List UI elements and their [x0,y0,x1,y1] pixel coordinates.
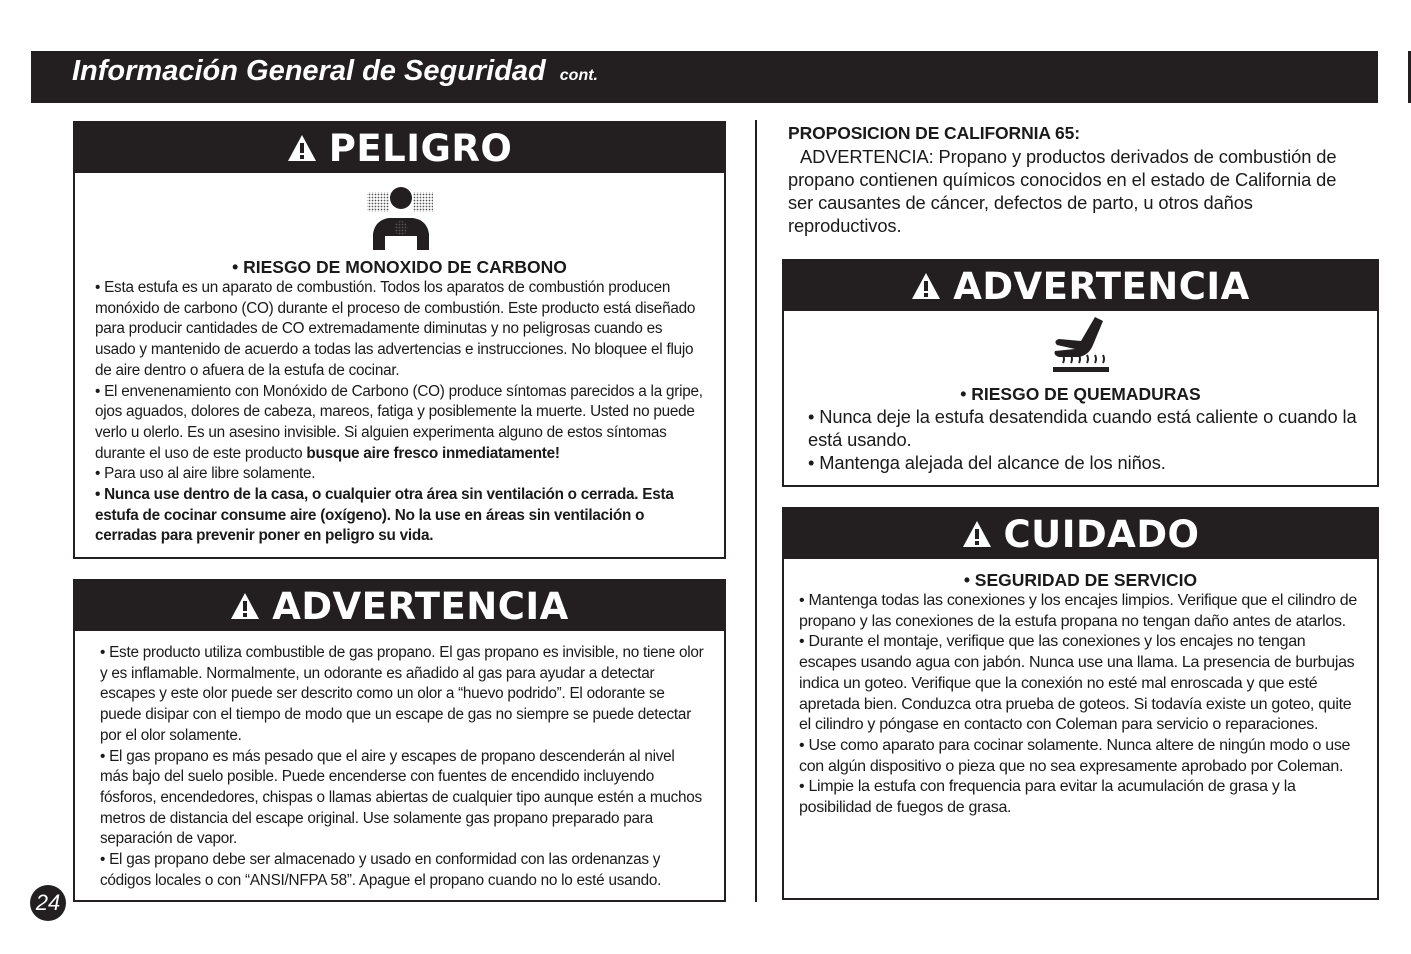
peligro-paragraph-4: • Nunca use dentro de la casa, o cualquier otra área sin ventilación o cerrada. Esta estufa de cocinar consume aire (oxígeno). No la use en áreas sin ventilación o cerradas para prevenir poner en peligro su vida. [95,486,674,545]
peligro-paragraph-2: • El envenenamiento con Monóxido de Carbono (CO) produce síntomas parecidos a la gripe, ojos aguados, dolores de cabeza, mareos, fatiga y posiblemente la muerte. Usted no puede verlo u olerlo. Es un asesino invisible. Si alguien experimenta alguno de estos síntomas durante el uso de este producto busque aire fresco inmediatamente! [95,382,703,462]
advertencia-left-title: ADVERTENCIA [272,584,569,628]
page-title: Información General de Seguridad cont. [72,55,598,87]
cuidado-title: CUIDADO [1003,512,1200,556]
advertencia-left-paragraph-3: • El gas propano debe ser almacenado y usado en conformidad con las ordenanzas y códigos locales o con “ANSI/NFPA 58”. Apague el propano cuando no lo esté usando. [100,851,662,889]
peligro-emphasis: busque aire fresco inmediatamente! [306,444,560,462]
person-exhaust-icon [365,184,435,250]
cuidado-paragraph-4: • Limpie la estufa con frequencia para evitar la acumulación de grasa y la posibilidad de fuegos de grasa. [799,778,1296,817]
cuidado-subtitle: • SEGURIDAD DE SERVICIO [963,570,1198,590]
peligro-title: PELIGRO [328,126,513,170]
peligro-header [75,123,724,173]
advertencia-left-paragraph-1: • Este producto utiliza combustible de gas propano. El gas propano es invisible, no tiene olor y es inflamable. Normalmente, un odorante es añadido al gas para ayudar a detectar escapes y este olor puede ser descrito como un olor a “huevo podrido”. El odorante se puede disipar con el tiempo de modo que un escape de gas no siempre se puede detectar por el olor solamente. [100,644,704,744]
peligro-paragraph-1: • Esta estufa es un aparato de combustión. Todos los aparatos de combustión producen monóxido de carbono (CO) durante el proceso de combustión. Este producto está diseñado para producir cantidades de CO extremadamente diminutas y no peligrosas cuando es usado y mantenido de acuerdo a todas las advertencias e instrucciones. No bloquee el flujo de aire dentro o afuera de la estufa de cocinar. [95,279,696,379]
advertencia-right-subtitle: • RIESGO DE QUEMADURAS [960,384,1201,404]
advertencia-left-box [73,579,726,902]
prop65-text: ADVERTENCIA: Propano y productos derivados de combustión de propano contienen químicos conocidos en el estado de California de ser causantes de cáncer, defectos de parto, u otros daños reproductivos. [788,146,1337,236]
title-cont: cont. [559,67,598,84]
warning-triangle-icon [287,134,317,162]
cuidado-paragraph-1: • Mantenga todas las conexiones y los encajes limpios. Verifique que el cilindro de propano y las conexiones de la estufa propana no tengan daño antes de atarlos. [799,592,1357,630]
prop65-heading: PROPOSICION DE CALIFORNIA 65: [788,123,1081,143]
peligro-box [73,121,726,559]
peligro-subtitle: • RIESGO DE MONOXIDO DE CARBONO [232,257,567,277]
cuidado-paragraph-3: • Use como aparato para cocinar solamente. Nunca altere de ningún modo o use con algún dispositivo o pieza que no sea expresamente aprobado por Coleman. [799,736,1351,775]
advertencia-right-box [782,259,1379,487]
warning-triangle-icon [911,272,941,300]
advertencia-left-paragraph-2: • El gas propano es más pesado que el aire y escapes de propano descenderán al nivel más bajo del suelo posible. Puede encenderse con fuentes de encendido incluyendo fósforos, encendedores, chispas o llamas abiertas de cualquier tipo aunque estén a muchos metros de distancia del escape original. Use solamente gas propano preparado para separación de vapor. [100,747,702,848]
advertencia-right-title: ADVERTENCIA [953,264,1250,308]
warning-triangle-icon [962,520,992,548]
prop65-section [788,122,1366,237]
peligro-paragraph-3: • Para uso al aire libre solamente. [95,465,316,483]
advertencia-right-header [784,261,1377,311]
advertencia-right-paragraph-1: • Nunca deje la estufa desatendida cuando está caliente o cuando la está usando. [808,406,1357,450]
warning-triangle-icon [230,592,260,620]
cuidado-paragraph-2: • Durante el montaje, verifique que las conexiones y los encajes no tengan escapes usando agua con jabón. Nunca use una llama. La presencia de burbujas indica un goteo. Verifique que la conexión no esté mal enroscada y que esté apretada bien. Conduzca otra prueba de goteos. Si todavía existe un goteo, quite el cilindro y póngase en contacto con Coleman para servicio o reparaciones. [799,633,1355,734]
hot-surface-hand-icon [1049,315,1113,381]
advertencia-right-paragraph-2: • Mantenga alejada del alcance de los niños. [808,452,1166,473]
column-divider [755,120,757,902]
advertencia-left-header [75,581,724,631]
cuidado-header [784,509,1377,559]
cuidado-box [782,507,1379,900]
page-number: 24 [30,885,66,921]
